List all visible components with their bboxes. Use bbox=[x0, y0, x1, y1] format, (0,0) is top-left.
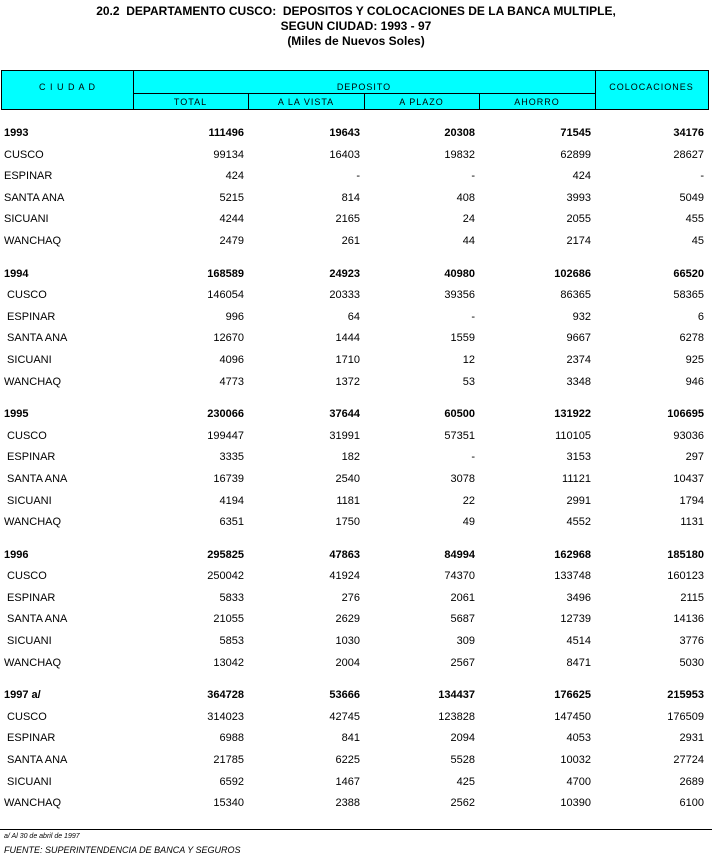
year-value: 53666 bbox=[329, 689, 360, 702]
cell-value: 996 bbox=[225, 310, 244, 323]
table-row bbox=[2, 307, 708, 329]
cell-value: 5030 bbox=[679, 656, 704, 669]
table-row bbox=[2, 793, 708, 815]
table-row bbox=[2, 588, 708, 610]
title-line-3: (Miles de Nuevos Soles) bbox=[287, 34, 425, 48]
year-value: 106695 bbox=[667, 408, 704, 421]
year-total-row bbox=[2, 545, 708, 567]
cell-value: 2374 bbox=[566, 353, 591, 366]
year-value: 34176 bbox=[673, 127, 704, 139]
cell-value: 2165 bbox=[335, 213, 360, 226]
cell-value: 3335 bbox=[219, 451, 244, 464]
cell-value: 3496 bbox=[566, 591, 591, 604]
cell-value: 424 bbox=[225, 170, 244, 183]
cell-value: 814 bbox=[341, 191, 360, 204]
cell-value: 1444 bbox=[335, 332, 360, 345]
cell-value: 4096 bbox=[219, 353, 244, 366]
cell-value: 3348 bbox=[566, 375, 591, 388]
city-name: CUSCO bbox=[4, 710, 47, 723]
cell-value: 1750 bbox=[335, 516, 360, 529]
table-row bbox=[2, 209, 708, 231]
cell-value: 297 bbox=[685, 451, 704, 464]
cell-value: 20333 bbox=[329, 289, 360, 302]
cell-value: 925 bbox=[685, 353, 704, 366]
year-label: 1995 bbox=[4, 408, 29, 421]
cell-value: 49 bbox=[462, 516, 475, 529]
cell-value: 2567 bbox=[450, 656, 475, 669]
year-value: 134437 bbox=[438, 689, 475, 702]
cell-value: 4514 bbox=[566, 635, 591, 648]
cell-value: 21785 bbox=[213, 754, 244, 767]
cell-value: 31991 bbox=[329, 429, 360, 442]
cell-value: 1794 bbox=[679, 494, 704, 507]
cell-value: 4053 bbox=[566, 732, 591, 745]
cell-value: 3153 bbox=[566, 451, 591, 464]
header-ciudad: C I U D A D bbox=[38, 82, 96, 92]
header-deposito: DEPOSITO bbox=[336, 82, 392, 92]
cell-value: 123828 bbox=[438, 710, 475, 723]
year-total-row bbox=[2, 123, 708, 145]
city-name: SICUANI bbox=[4, 213, 49, 226]
cell-value: 147450 bbox=[554, 710, 591, 723]
cell-value: 2061 bbox=[450, 591, 475, 604]
cell-value: 946 bbox=[685, 375, 704, 388]
city-name: ESPINAR bbox=[4, 310, 56, 323]
table-row bbox=[2, 166, 708, 188]
table-row bbox=[2, 750, 708, 772]
cell-value: 9667 bbox=[566, 332, 591, 345]
spacer-row bbox=[2, 393, 708, 404]
cell-value: 309 bbox=[456, 635, 475, 648]
table-row bbox=[2, 707, 708, 729]
cell-value: 1467 bbox=[335, 775, 360, 788]
cell-value: 6592 bbox=[219, 775, 244, 788]
city-name: ESPINAR bbox=[4, 591, 56, 604]
cell-value: 8471 bbox=[566, 656, 591, 669]
cell-value: 24 bbox=[462, 213, 475, 226]
header-vista: A LA VISTA bbox=[277, 97, 335, 107]
cell-value: 841 bbox=[341, 732, 360, 745]
footer-rule bbox=[0, 829, 712, 830]
cell-value: 250042 bbox=[207, 570, 244, 583]
year-value: 131922 bbox=[554, 408, 591, 421]
year-value: 162968 bbox=[554, 548, 591, 561]
cell-value: - bbox=[471, 310, 475, 323]
header-total: TOTAL bbox=[173, 97, 208, 107]
year-total-row bbox=[2, 264, 708, 286]
cell-value: - bbox=[471, 451, 475, 464]
table-row bbox=[2, 491, 708, 513]
table-row bbox=[2, 328, 708, 350]
cell-value: 1710 bbox=[335, 353, 360, 366]
cell-value: 5833 bbox=[219, 591, 244, 604]
cell-value: 57351 bbox=[444, 429, 475, 442]
cell-value: 6225 bbox=[335, 754, 360, 767]
year-value: 176625 bbox=[554, 689, 591, 702]
city-name: ESPINAR bbox=[4, 732, 56, 745]
cell-value: 2629 bbox=[335, 613, 360, 626]
year-value: 40980 bbox=[444, 267, 475, 280]
title-line-2: SEGUN CIUDAD: 1993 - 97 bbox=[280, 19, 432, 33]
city-name: WANCHAQ bbox=[4, 656, 62, 669]
table-row bbox=[2, 772, 708, 794]
city-name: SANTA ANA bbox=[4, 613, 68, 626]
table-row bbox=[2, 350, 708, 372]
table-row bbox=[2, 188, 708, 210]
cell-value: 19832 bbox=[444, 148, 475, 161]
title-line-1: 20.2 DEPARTAMENTO CUSCO: DEPOSITOS Y COLOCACIONES DE LA BANCA MULTIPLE, bbox=[96, 4, 616, 18]
cell-value: 10032 bbox=[560, 754, 591, 767]
cell-value: 455 bbox=[685, 213, 704, 226]
year-label: 1994 bbox=[4, 267, 29, 280]
cell-value: 2479 bbox=[219, 234, 244, 247]
cell-value: 2115 bbox=[680, 591, 704, 604]
cell-value: 4700 bbox=[566, 775, 591, 788]
cell-value: 53 bbox=[462, 375, 475, 388]
cell-value: 932 bbox=[572, 310, 591, 323]
cell-value: 99134 bbox=[213, 148, 244, 161]
table-row bbox=[2, 631, 708, 653]
cell-value: 3078 bbox=[450, 472, 475, 485]
cell-value: 408 bbox=[456, 191, 475, 204]
year-label: 1996 bbox=[4, 548, 29, 561]
year-value: 20308 bbox=[444, 127, 475, 139]
cell-value: 15340 bbox=[213, 797, 244, 810]
cell-value: 93036 bbox=[673, 429, 704, 442]
table-row bbox=[2, 469, 708, 491]
table-row bbox=[2, 566, 708, 588]
cell-value: 176509 bbox=[667, 710, 704, 723]
table-header bbox=[1, 70, 709, 110]
cell-value: 62899 bbox=[560, 148, 591, 161]
cell-value: 110105 bbox=[555, 429, 591, 442]
cell-value: 2388 bbox=[335, 797, 360, 810]
cell-value: 2689 bbox=[679, 775, 704, 788]
city-name: SICUANI bbox=[4, 494, 52, 507]
cell-value: 2562 bbox=[450, 797, 475, 810]
cell-value: 74370 bbox=[444, 570, 475, 583]
cell-value: 12670 bbox=[213, 332, 244, 345]
table-row bbox=[2, 609, 708, 631]
cell-value: 10390 bbox=[560, 797, 591, 810]
city-name: CUSCO bbox=[4, 429, 47, 442]
year-value: 19643 bbox=[329, 127, 360, 139]
cell-value: 6100 bbox=[679, 797, 704, 810]
table-row bbox=[2, 653, 708, 675]
cell-value: 4194 bbox=[219, 494, 244, 507]
cell-value: 276 bbox=[341, 591, 360, 604]
cell-value: 27724 bbox=[673, 754, 704, 767]
cell-value: 6351 bbox=[219, 516, 244, 529]
year-value: 84994 bbox=[444, 548, 475, 561]
cell-value: 1559 bbox=[450, 332, 475, 345]
cell-value: 58365 bbox=[673, 289, 704, 302]
cell-value: 1181 bbox=[336, 494, 360, 507]
cell-value: 14136 bbox=[673, 613, 704, 626]
year-value: 66520 bbox=[673, 267, 704, 280]
cell-value: 1030 bbox=[335, 635, 360, 648]
cell-value: 2174 bbox=[566, 234, 591, 247]
year-value: 230066 bbox=[207, 408, 244, 421]
cell-value: 2991 bbox=[566, 494, 591, 507]
city-name: SANTA ANA bbox=[4, 472, 68, 485]
cell-value: 160123 bbox=[667, 570, 704, 583]
spacer-row bbox=[2, 674, 708, 685]
cell-value: 86365 bbox=[560, 289, 591, 302]
year-value: 37644 bbox=[329, 408, 360, 421]
year-value: 295825 bbox=[207, 548, 244, 561]
table-row bbox=[2, 285, 708, 307]
data-table bbox=[2, 123, 708, 815]
cell-value: 2931 bbox=[679, 732, 704, 745]
cell-value: 5049 bbox=[679, 191, 704, 204]
spacer-row bbox=[2, 253, 708, 264]
year-value: 47863 bbox=[329, 548, 360, 561]
cell-value: 4552 bbox=[566, 516, 591, 529]
cell-value: 2540 bbox=[335, 472, 360, 485]
city-name: SANTA ANA bbox=[4, 332, 68, 345]
year-value: 71545 bbox=[560, 127, 591, 139]
cell-value: - bbox=[356, 170, 360, 183]
cell-value: 6 bbox=[697, 310, 704, 323]
city-name: SICUANI bbox=[4, 353, 52, 366]
cell-value: 5215 bbox=[219, 191, 244, 204]
cell-value: 146054 bbox=[207, 289, 244, 302]
cell-value: 425 bbox=[456, 775, 475, 788]
cell-value: 3776 bbox=[679, 635, 704, 648]
city-name: ESPINAR bbox=[4, 451, 56, 464]
cell-value: 6278 bbox=[679, 332, 704, 345]
city-name: SICUANI bbox=[4, 635, 52, 648]
table-row bbox=[2, 447, 708, 469]
table-row bbox=[2, 231, 708, 253]
year-label: 1993 bbox=[4, 127, 29, 139]
cell-value: 28627 bbox=[673, 148, 704, 161]
year-value: 364728 bbox=[207, 689, 244, 702]
cell-value: 12 bbox=[462, 353, 475, 366]
cell-value: 3993 bbox=[566, 191, 591, 204]
city-name: WANCHAQ bbox=[4, 516, 62, 529]
cell-value: 4773 bbox=[219, 375, 244, 388]
cell-value: - bbox=[700, 170, 704, 183]
year-value: 102686 bbox=[554, 267, 591, 280]
city-name: SANTA ANA bbox=[4, 191, 65, 204]
city-name: CUSCO bbox=[4, 289, 47, 302]
cell-value: 16403 bbox=[329, 148, 360, 161]
table-row bbox=[2, 512, 708, 534]
cell-value: 182 bbox=[341, 451, 360, 464]
cell-value: 16739 bbox=[213, 472, 244, 485]
cell-value: 10437 bbox=[673, 472, 704, 485]
year-label: 1997 a/ bbox=[4, 689, 41, 702]
city-name: SANTA ANA bbox=[4, 754, 68, 767]
cell-value: - bbox=[471, 170, 475, 183]
table-row bbox=[2, 145, 708, 167]
cell-value: 314023 bbox=[207, 710, 244, 723]
year-value: 168589 bbox=[207, 267, 244, 280]
cell-value: 45 bbox=[691, 234, 704, 247]
cell-value: 5687 bbox=[450, 613, 475, 626]
data-table-body bbox=[2, 123, 708, 815]
year-value: 24923 bbox=[329, 267, 360, 280]
cell-value: 1131 bbox=[680, 516, 704, 529]
year-value: 111496 bbox=[208, 127, 244, 139]
cell-value: 39356 bbox=[444, 289, 475, 302]
year-total-row bbox=[2, 404, 708, 426]
header-plazo: A PLAZO bbox=[399, 97, 444, 107]
city-name: SICUANI bbox=[4, 775, 52, 788]
city-name: CUSCO bbox=[4, 570, 47, 583]
year-value: 215953 bbox=[667, 689, 704, 702]
table-title bbox=[0, 4, 712, 49]
header-colocaciones: COLOCACIONES bbox=[609, 82, 694, 92]
cell-value: 11121 bbox=[562, 472, 591, 485]
cell-value: 41924 bbox=[329, 570, 360, 583]
cell-value: 5853 bbox=[219, 635, 244, 648]
cell-value: 2094 bbox=[450, 732, 475, 745]
cell-value: 2055 bbox=[566, 213, 591, 226]
city-name: WANCHAQ bbox=[4, 234, 62, 247]
cell-value: 44 bbox=[462, 234, 475, 247]
cell-value: 12739 bbox=[560, 613, 591, 626]
table-row bbox=[2, 372, 708, 394]
cell-value: 424 bbox=[572, 170, 591, 183]
cell-value: 42745 bbox=[329, 710, 360, 723]
cell-value: 199447 bbox=[207, 429, 244, 442]
source-note: FUENTE: SUPERINTENDENCIA DE BANCA Y SEGUROS bbox=[4, 845, 241, 855]
table-row bbox=[2, 426, 708, 448]
city-name: WANCHAQ bbox=[4, 797, 62, 810]
cell-value: 6988 bbox=[219, 732, 244, 745]
table-row bbox=[2, 728, 708, 750]
cell-value: 22 bbox=[462, 494, 475, 507]
cell-value: 1372 bbox=[335, 375, 360, 388]
year-value: 185180 bbox=[667, 548, 704, 561]
cell-value: 21055 bbox=[213, 613, 244, 626]
cell-value: 133748 bbox=[554, 570, 591, 583]
year-value: 60500 bbox=[444, 408, 475, 421]
city-name: ESPINAR bbox=[4, 170, 53, 183]
city-name: WANCHAQ bbox=[4, 375, 62, 388]
cell-value: 261 bbox=[341, 234, 360, 247]
footnote: a/ Al 30 de abril de 1997 bbox=[4, 833, 80, 840]
year-total-row bbox=[2, 685, 708, 707]
cell-value: 4244 bbox=[219, 213, 244, 226]
cell-value: 5528 bbox=[450, 754, 475, 767]
cell-value: 64 bbox=[347, 310, 360, 323]
spacer-row bbox=[2, 534, 708, 545]
cell-value: 13042 bbox=[213, 656, 244, 669]
header-ahorro: AHORRO bbox=[514, 97, 560, 107]
cell-value: 2004 bbox=[335, 656, 360, 669]
city-name: CUSCO bbox=[4, 148, 44, 161]
